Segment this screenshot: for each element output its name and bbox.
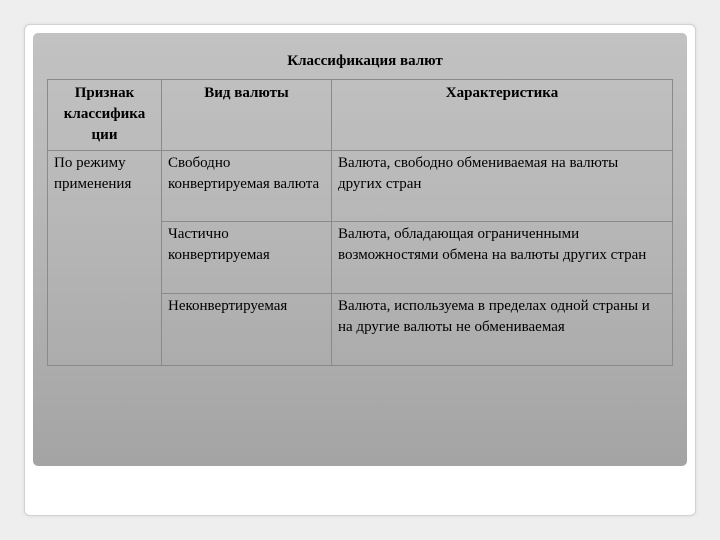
currency-classification-table xyxy=(47,79,673,366)
criterion-cell: По режиму применения xyxy=(48,151,162,366)
table-title: Классификация валют xyxy=(287,53,443,69)
currency-type-cell: Частично конвертируемая xyxy=(162,222,332,294)
header-characteristic: Характеристика xyxy=(332,80,673,151)
characteristic-cell: Валюта, свободно обмениваемая на валюты других стран xyxy=(332,151,673,222)
characteristic-cell: Валюта, используема в пределах одной страны и на другие валюты не обмениваемая xyxy=(332,294,673,366)
header-criterion: Признак классифика ции xyxy=(48,80,162,151)
table-header-row xyxy=(48,80,673,151)
header-currency-type: Вид валюты xyxy=(162,80,332,151)
currency-type-cell: Свободно конвертируемая валюта xyxy=(162,151,332,222)
currency-type-cell: Неконвертируемая xyxy=(162,294,332,366)
table-row xyxy=(48,151,673,222)
characteristic-cell: Валюта, обладающая ограниченными возможностями обмена на валюты других стран xyxy=(332,222,673,294)
